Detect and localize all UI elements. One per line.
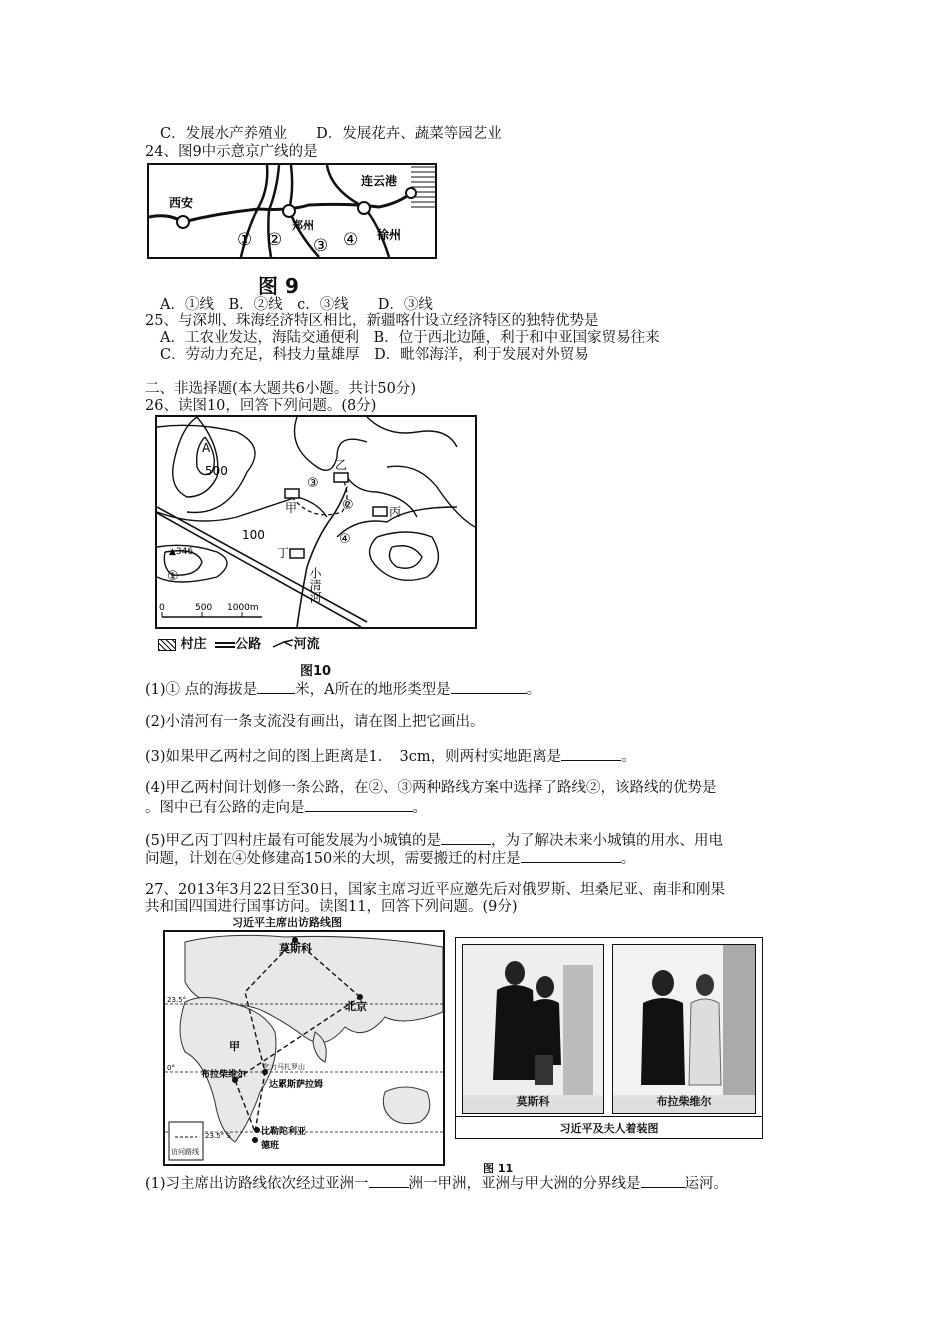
label-line-4: ④ <box>343 230 359 250</box>
q26-sub4-line2: 。图中已有公路的走向是 。 <box>145 797 427 817</box>
answer-blank[interactable] <box>305 797 413 812</box>
q25-options-cd: C．劳动力充足，科技力量雄厚 D．毗邻海洋，利于发展对外贸易 <box>160 347 589 363</box>
label-point-4: ④ <box>339 532 351 547</box>
label-500: 500 <box>205 464 228 478</box>
q24-options: A．①线 B．②线 c．③线 D．③线 <box>160 297 433 313</box>
figure-9-caption: 图 9 <box>258 274 299 298</box>
answer-blank[interactable] <box>257 679 295 694</box>
label-jia: 甲 <box>229 1040 240 1053</box>
q26-sub2: (2)小清河有一条支流没有画出，请在图上把它画出。 <box>145 714 485 730</box>
photo-label-moscow: 莫斯科 <box>516 1095 550 1108</box>
section-2-heading: 二、非选择题(本大题共6小题。共计50分) <box>145 381 416 397</box>
q25-options-ab: A．工农业发达，海陆交通便利 B．位于西北边陲，利于和中亚国家贸易往来 <box>160 330 660 346</box>
label-jia: 甲 <box>285 501 298 515</box>
label-kilimanjaro: 乞力马扎罗山 <box>263 1063 305 1071</box>
q25-stem: 25、与深圳、珠海经济特区相比，新疆喀什设立经济特区的独特优势是 <box>145 313 599 329</box>
q26-sub1: (1)① 点的海拔是 米，A所在的地形类型是 。 <box>145 679 541 699</box>
q27-stem-line2: 共和国四国进行国事访问。读图11，回答下列问题。(9分) <box>145 899 518 915</box>
label-point-3: ③ <box>307 476 319 491</box>
label-xian: 西安 <box>169 196 194 210</box>
label-point-2: ② <box>342 498 354 513</box>
scale-500: 500 <box>195 603 213 613</box>
answer-blank[interactable] <box>441 830 491 845</box>
label-legend-route: 访问路线 <box>171 1148 199 1156</box>
answer-blank[interactable] <box>641 1173 685 1188</box>
figure-11-caption: 图 11 <box>483 1162 514 1175</box>
label-100: 100 <box>242 528 265 542</box>
label-lianyungang: 连云港 <box>361 174 398 188</box>
label-moscow: 莫斯科 <box>279 942 312 955</box>
q23-options-cd: C．发展水产养殖业 D．发展花卉、蔬菜等园艺业 <box>160 126 502 142</box>
scale-1000: 1000m <box>227 603 259 613</box>
answer-blank[interactable] <box>451 679 527 694</box>
label-yi: 乙 <box>335 458 348 472</box>
label-zhengzhou: 郑州 <box>292 219 314 232</box>
label-line-2: ② <box>267 230 283 250</box>
label-river: 小清河 <box>308 567 322 603</box>
q26-sub3: (3)如果甲乙两村之间的图上距离是1． 3cm，则两村实地距离是 。 <box>145 746 636 766</box>
label-brazzaville: 布拉柴维尔 <box>201 1070 247 1080</box>
label-xuzhou: 徐州 <box>377 228 402 242</box>
figure-10-caption: 图10 <box>300 664 332 679</box>
scale-0: 0 <box>159 603 165 613</box>
label-point-1: ① <box>167 569 179 584</box>
village-legend-icon <box>158 639 176 651</box>
label-pretoria: 比勒陀利亚 <box>261 1127 307 1137</box>
q26-sub5-line1: (5)甲乙丙丁四村庄最有可能发展为小城镇的是 ，为了解决未来小城镇的用水、用电 <box>145 830 723 850</box>
q26-stem: 26、读图10，回答下列问题。(8分) <box>145 398 377 414</box>
legend-road: 公路 <box>235 637 262 652</box>
label-bing: 丙 <box>389 505 402 519</box>
legend-river: 河流 <box>293 637 320 652</box>
q27-sub1: (1)习主席出访路线依次经过亚洲一 洲一甲洲，亚洲与甲大洲的分界线是 运河。 <box>145 1173 728 1193</box>
legend-village: 村庄 <box>180 637 207 652</box>
label-beijing: 北京 <box>345 1000 367 1013</box>
figure-11-photos <box>455 937 763 1139</box>
q26-sub5-line2: 问题，计划在④处修建高150米的大坝，需要搬迁的村庄是 。 <box>145 848 635 868</box>
q27-stem-line1: 27、2013年3月22日至30日，国家主席习近平应邀先后对俄罗斯、坦桑尼亚、南非和刚果 <box>145 882 725 898</box>
label-dar: 达累斯萨拉姆 <box>269 1080 324 1090</box>
label-peak-346: ▲346 <box>169 547 194 557</box>
label-line-1: ① <box>237 230 253 250</box>
label-lat-s: 23.5° S <box>205 1132 231 1140</box>
photo-moscow <box>462 944 604 1114</box>
q26-sub4-line1: (4)甲乙两村间计划修一条公路，在②、③两种路线方案中选择了路线②，该路线的优势是 <box>145 780 717 796</box>
label-line-3: ③ <box>313 236 329 256</box>
q24-stem: 24、图9中示意京广线的是 <box>145 144 318 160</box>
figure-11-route-map <box>163 930 445 1166</box>
photo-label-brazzaville: 布拉柴维尔 <box>656 1095 712 1108</box>
photo-caption: 习近平及夫人着装图 <box>456 1116 762 1136</box>
figure-9-railway-map <box>147 163 437 259</box>
figure-10-contour-map <box>155 415 477 629</box>
label-lat-0: 0° <box>167 1064 175 1072</box>
answer-blank[interactable] <box>369 1173 409 1188</box>
figure-10-legend <box>158 633 320 652</box>
answer-blank[interactable] <box>561 746 621 761</box>
answer-blank[interactable] <box>521 848 621 863</box>
label-ding: 丁 <box>277 546 290 560</box>
road-legend-icon <box>215 642 235 648</box>
photo-brazzaville <box>612 944 756 1114</box>
label-durban: 德班 <box>261 1141 280 1151</box>
river-legend-icon <box>272 637 294 652</box>
figure-11-map-title: 习近平主席出访路线图 <box>232 916 342 929</box>
label-lat-n: 23.5° <box>167 996 187 1004</box>
label-a: A <box>202 441 211 455</box>
